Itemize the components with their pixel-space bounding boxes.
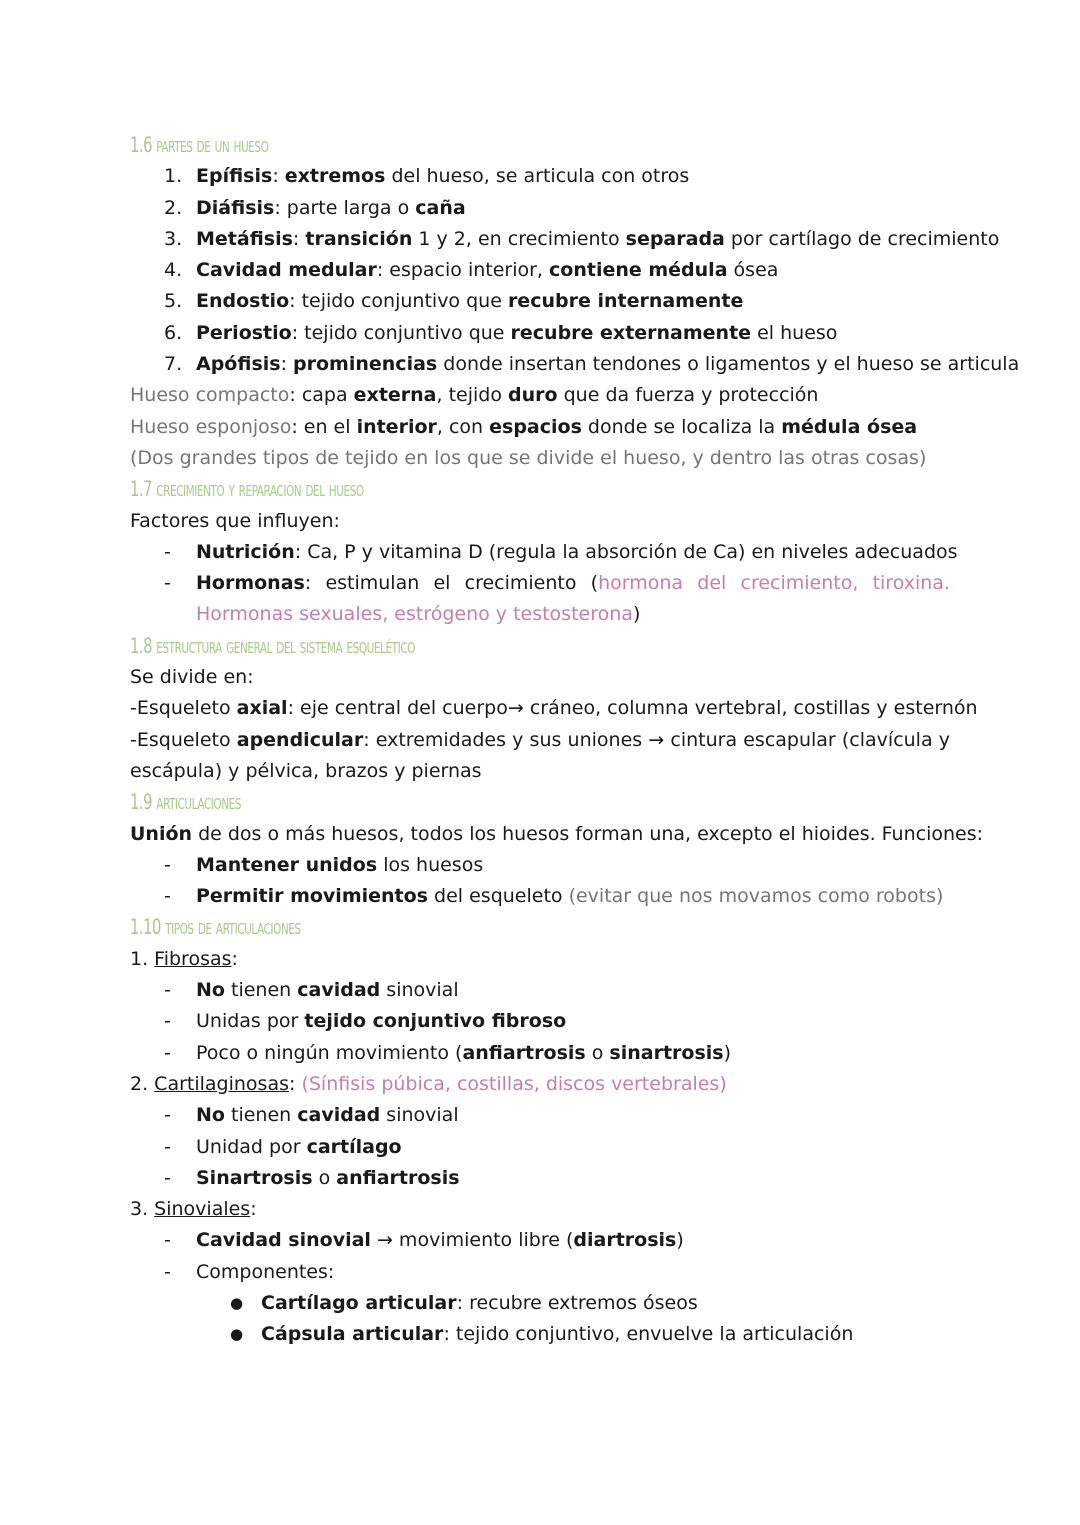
list-item: - Unidad por cartílago [164, 1135, 402, 1158]
intro-line: Factores que influyen: [130, 509, 340, 532]
list-item: - Nutrición: Ca, P y vitamina D (regula la absorción de Ca) en niveles adecuados [164, 540, 958, 563]
list-item: - Componentes: [164, 1260, 335, 1283]
note-line: (Dos grandes tipos de tejido en los que se divide el hueso, y dentro las otras cosas) [130, 446, 927, 469]
list-item: 6. Periostio: tejido conjuntivo que recubre externamente el hueso [164, 321, 838, 344]
list-item: - Permitir movimientos del esqueleto (evitar que nos movamos como robots) [164, 885, 944, 908]
sub-list-item: ● Cartílago articular: recubre extremos óseos [130, 1288, 950, 1319]
list-item: 5. Endostio: tejido conjuntivo que recubre internamente [164, 290, 744, 313]
list-item: 4. Cavidad medular: espacio interior, contiene médula ósea [164, 259, 779, 282]
list-item: - Mantener unidos los huesos [164, 853, 484, 876]
axial-line: -Esqueleto axial: eje central del cuerpo→ cráneo, columna vertebral, costillas y esternón [130, 697, 978, 720]
list-item: - No tienen cavidad sinovial [164, 979, 459, 1002]
hueso-compacto-line: Hueso compacto: capa externa, tejido duro que da fuerza y protección [130, 384, 819, 407]
fibrosas-title: 1. Fibrosas: [130, 947, 238, 970]
list-item: 1. Epífisis: extremos del hueso, se articula con otros [164, 165, 690, 188]
list-item: - Poco o ningún movimiento (anfiartrosis o sinartrosis) [164, 1041, 732, 1064]
apendicular-line: -Esqueleto apendicular: extremidades y sus uniones → cintura escapular (clavícula y escápula) y pélvica, brazos y piernas [130, 728, 950, 782]
list-item-hormonas: - Hormonas: estimulan el crecimiento (hormona del crecimiento, tiroxina. Hormonas sexuales, estrógeno y testosterona) [164, 572, 950, 626]
hueso-esponjoso-line: Hueso esponjoso: en el interior, con espacios donde se localiza la médula ósea [130, 415, 918, 438]
cartilaginosas-title: 2. Cartilaginosas: (Sínfisis púbica, costillas, discos vertebrales) [130, 1072, 727, 1095]
document-page [130, 130, 1020, 1351]
sub-list-item: ● Cápsula articular: tejido conjuntivo, envuelve la articulación [130, 1319, 950, 1350]
section-heading-1-9: 1.9 articulaciones [130, 790, 242, 815]
list-item: - No tienen cavidad sinovial [164, 1104, 459, 1127]
list-item: 2. Diáfisis: parte larga o caña [164, 196, 466, 219]
bullet-icon: ● [230, 1325, 244, 1344]
bullet-icon: ● [230, 1293, 244, 1312]
section-heading-1-8: 1.8 estructura general del sistema esquelético [130, 633, 415, 658]
list-item: 7. Apófisis: prominencias donde insertan tendones o ligamentos y el hueso se articula [164, 353, 1020, 376]
intro-line: Se divide en: [130, 666, 254, 689]
list-item: - Sinartrosis o anfiartrosis [164, 1166, 460, 1189]
section-heading-1-7: 1.7 crecimiento y reparación del hueso [130, 477, 364, 502]
section-heading-1-6: 1.6 partes de un hueso [130, 133, 269, 157]
list-item: - Unidas por tejido conjuntivo fibroso [164, 1010, 567, 1033]
sinoviales-title: 3. Sinoviales: [130, 1198, 257, 1221]
list-item: - Cavidad sinovial → movimiento libre (diartrosis) [164, 1229, 684, 1252]
list-item: 3. Metáfisis: transición 1 y 2, en crecimiento separada por cartílago de crecimiento [164, 227, 1000, 250]
section-heading-1-10: 1.10 tipos de articulaciones [130, 915, 301, 940]
intro-line: Unión de dos o más huesos, todos los huesos forman una, excepto el hioides. Funciones: [130, 822, 984, 845]
